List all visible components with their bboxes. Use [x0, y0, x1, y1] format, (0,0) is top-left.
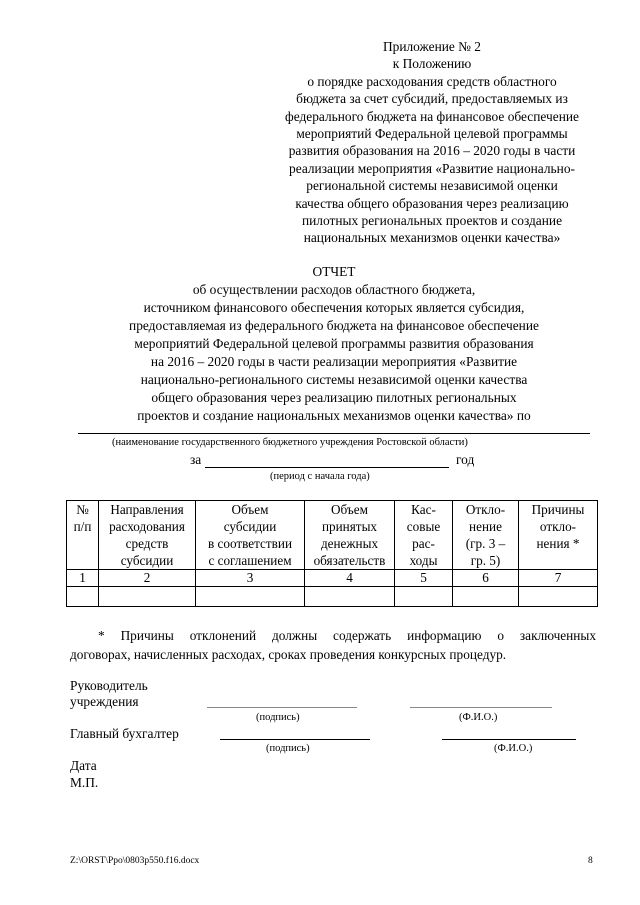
table-header-text: расходования [109, 519, 185, 534]
table-header-text: Откло- [465, 502, 506, 517]
report-line: об осуществлении расходов областного бюджета, [192, 282, 476, 297]
table-cell[interactable] [99, 587, 196, 607]
table-header-text: совые [406, 519, 441, 534]
table-column-number: 6 [453, 570, 519, 587]
footnote [70, 626, 596, 664]
appendix-line: региональной системы независимой оценки [306, 178, 558, 194]
table-column-number: 3 [196, 570, 305, 587]
report-title-block [60, 263, 608, 425]
head-label-line-2: учреждения [70, 694, 139, 709]
table-header-cell [395, 501, 453, 570]
table-header-text: принятых [321, 519, 378, 534]
table-column-number: 7 [519, 570, 598, 587]
report-line: мероприятий Федеральной целевой программы развития образования [134, 336, 534, 351]
table-header-cell [519, 501, 598, 570]
footnote-line-2: договорах, начисленных расходах, сроках проведения конкурсных процедур. [70, 647, 507, 662]
report-line: на 2016 – 2020 годы в части реализации мероприятия «Развитие [150, 354, 518, 369]
table-cell[interactable] [305, 587, 395, 607]
report-line: общего образования через реализацию пилотных региональных [151, 390, 517, 405]
table-header-text: в соответствии [207, 536, 293, 551]
appendix-line: развития образования на 2016 – 2020 годы в части [288, 143, 576, 159]
appendix-line: пилотных региональных проектов и создание [301, 213, 563, 229]
table-header-text: Направления [110, 502, 184, 517]
table-header-text: откло- [539, 519, 577, 534]
head-signature-line[interactable] [207, 707, 357, 708]
page-number: 8 [588, 856, 593, 866]
table-header-cell [99, 501, 196, 570]
appendix-line: бюджета за счет субсидий, предоставляемых из [296, 91, 568, 107]
report-line: источником финансового обеспечения которых является субсидия, [143, 300, 525, 315]
period-prefix: за [190, 452, 202, 467]
stamp-label: М.П. [70, 775, 99, 790]
table-header-text: Кас- [411, 502, 436, 517]
table-column-number: 4 [305, 570, 395, 587]
accountant-label: Главный бухгалтер [70, 726, 179, 741]
report-line: проектов и создание национальных механизмов оценки качества» по [137, 408, 531, 423]
table-header-text: Причины [531, 502, 585, 517]
appendix-line: мероприятий Федеральной целевой программы [296, 126, 568, 142]
period-caption: (период с начала года) [270, 471, 370, 482]
appendix-line: Приложение № 2 [382, 39, 482, 54]
appendix-line: к Положению [392, 56, 472, 72]
period-line[interactable] [205, 467, 449, 468]
table-row [67, 587, 598, 607]
table-cell[interactable] [453, 587, 519, 607]
head-signature-caption: (подпись) [256, 712, 300, 723]
accountant-fio-line[interactable] [442, 739, 576, 740]
table-header-cell [453, 501, 519, 570]
table-header-text: обязательств [313, 553, 386, 568]
org-name-caption: (наименование государственного бюджетного учреждения Ростовской области) [112, 437, 468, 448]
table-header-text: рас- [412, 536, 435, 551]
table-header-text: гр. 5) [470, 553, 501, 568]
table-cell[interactable] [395, 587, 453, 607]
table-header-text: нения * [536, 536, 580, 551]
table-header-cell [305, 501, 395, 570]
table-header-text: субсидии [223, 519, 277, 534]
table-header-text: Объем [231, 502, 269, 517]
table-header-text: средств [125, 536, 169, 551]
report-description [60, 281, 608, 425]
table-header-text: (гр. 3 – [465, 536, 506, 551]
table-header-cell [67, 501, 99, 570]
head-label-line-1: Руководитель [70, 678, 148, 693]
table-header-row [67, 501, 598, 570]
appendix-line: национальных механизмов оценки качества» [303, 230, 561, 246]
appendix-line: федерального бюджета на финансовое обеспечение [285, 108, 579, 124]
accountant-signature-line[interactable] [220, 739, 370, 740]
table-header-text: ходы [409, 553, 438, 568]
table-header-text: п/п [73, 519, 92, 534]
report-line: предоставляемая из федерального бюджета на финансовое обеспечение [129, 318, 539, 333]
appendix-line: о порядке расходования средств областного [307, 73, 557, 89]
table-header-text: с соглашением [208, 553, 292, 568]
table-cell[interactable] [519, 587, 598, 607]
table-column-number: 2 [99, 570, 196, 587]
table-cell[interactable] [196, 587, 305, 607]
table-header-text: денежных [320, 536, 379, 551]
head-fio-line[interactable] [410, 707, 552, 708]
table-header-text: № [76, 502, 89, 517]
appendix-header [262, 38, 602, 247]
date-label: Дата [70, 758, 97, 773]
report-table [66, 500, 598, 607]
period-suffix: год [456, 452, 475, 467]
table-header-text: нение [469, 519, 502, 534]
footnote-line-1: * Причины отклонений должны содержать информацию о заключенных [98, 628, 596, 643]
report-line: национально-регионального системы независимой оценки качества [140, 372, 528, 387]
report-heading: ОТЧЕТ [312, 264, 356, 279]
table-column-number: 1 [67, 570, 99, 587]
footer-file-path: Z:\ORST\Ppo\0803p550.f16.docx [70, 856, 200, 866]
table-header-text: Объем [331, 502, 368, 517]
head-fio-caption: (Ф.И.О.) [459, 712, 498, 723]
accountant-fio-caption: (Ф.И.О.) [494, 743, 533, 754]
accountant-signature-caption: (подпись) [266, 743, 310, 754]
table-header-cell [196, 501, 305, 570]
table-header-text: субсидии [120, 553, 174, 568]
table-column-number: 5 [395, 570, 453, 587]
appendix-line: качества общего образования через реализацию [295, 195, 569, 211]
org-name-line[interactable] [78, 433, 590, 434]
table-number-row [67, 570, 598, 587]
table-cell[interactable] [67, 587, 99, 607]
appendix-line: реализации мероприятия «Развитие национально- [289, 160, 575, 176]
